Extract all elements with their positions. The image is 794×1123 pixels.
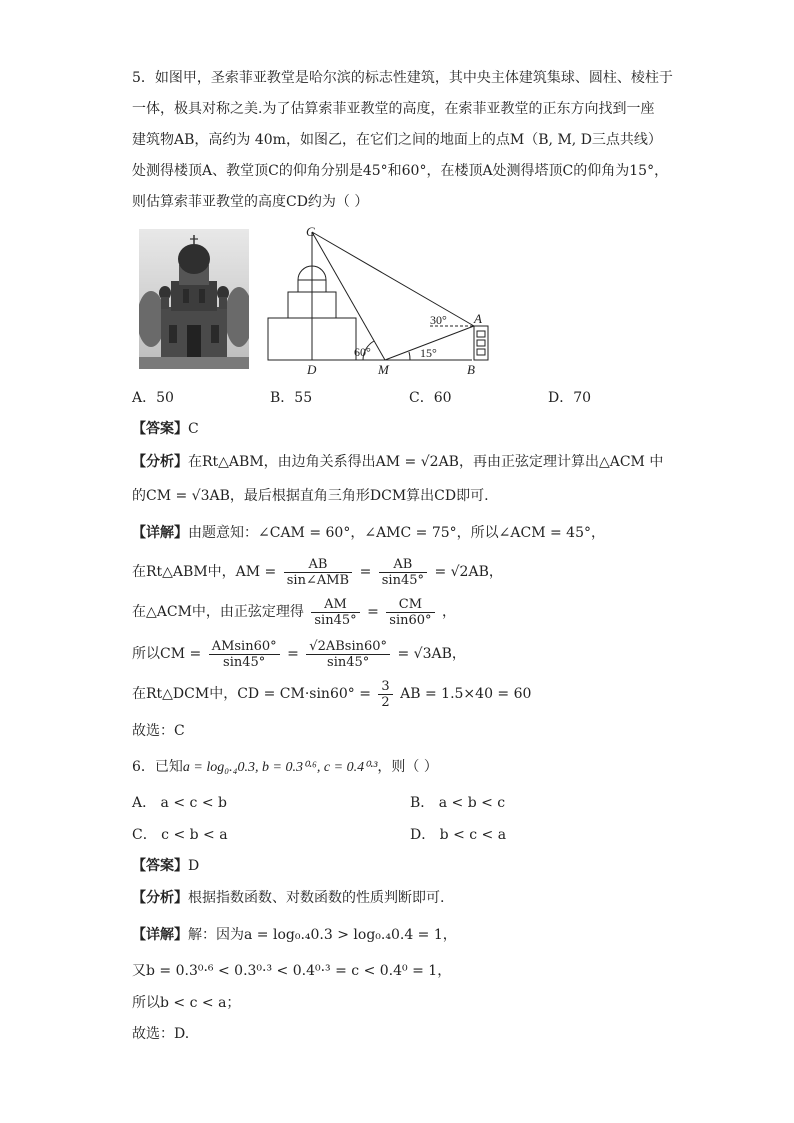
- q6-option-a: A． a < c < b: [132, 795, 227, 811]
- fraction-4: $\frac{CM}{\sin 60^\circ}$: [386, 597, 434, 628]
- fraction-5: $\frac{AMsin60^\circ}{\sin 45^\circ}$: [209, 639, 280, 670]
- fraction-1: $\frac{AB}{\text{sin∠AMB}}$: [284, 557, 352, 588]
- analysis-text: 在Rt△ABM，由边角关系得出AM = √2AB，再由正弦定理计算出△ACM 中: [188, 454, 664, 470]
- cathedral-photo: [139, 229, 249, 369]
- q5-stem-line-2: 一体，极具对称之美.为了估算索菲亚教堂的高度，在索菲亚教堂的正东方向找到一座: [132, 101, 655, 117]
- fraction-2: $\frac{AB}{\sin 45^\circ}$: [379, 557, 427, 588]
- fraction-3: $\frac{AM}{\sin 45^\circ}$: [311, 597, 359, 628]
- q6-stem: [132, 757, 438, 778]
- detail-l2-pre: 在Rt△ABM中，AM =: [132, 564, 277, 580]
- detail-l4-post: = √3AB，: [397, 646, 466, 662]
- q5-option-c: C．60: [409, 390, 452, 406]
- detail-l2-post: = √2AB，: [434, 564, 503, 580]
- label-D: D: [307, 362, 317, 377]
- angle-15: 15°: [420, 346, 437, 360]
- q6-analysis: [132, 888, 444, 908]
- q5-analysis-line-2: 的CM = √3AB，最后根据直角三角形DCM算出CD即可.: [132, 488, 489, 504]
- detail-l4-pre: 所以CM =: [132, 646, 202, 662]
- answer-value: C: [188, 421, 199, 437]
- q6-option-c: C． c < b < a: [132, 827, 228, 843]
- fraction-6: $\frac{√2ABsin60^\circ}{\sin 45^\circ}$: [306, 639, 390, 670]
- q5-detail-line-5: [132, 678, 531, 710]
- equals: =: [359, 564, 372, 580]
- answer-tag: 【答案】: [132, 858, 188, 874]
- detail-text: 由题意知：∠CAM = 60°，∠AMC = 75°，所以∠ACM = 45°，: [188, 525, 605, 541]
- angle-60: 60°: [354, 345, 371, 359]
- angle-30: 30°: [430, 313, 447, 327]
- q6-answer: [132, 856, 199, 876]
- equals: =: [287, 646, 299, 662]
- detail-tag: 【详解】: [132, 525, 188, 541]
- detail-l5-pre: 在Rt△DCM中，CD = CM·sin60° =: [132, 686, 371, 702]
- equals: =: [367, 604, 379, 620]
- detail-l3-post: ，: [441, 604, 456, 620]
- q5-conclusion: 故选：C: [132, 723, 185, 739]
- label-B: B: [467, 362, 475, 377]
- q5-detail-line-1: [132, 523, 605, 543]
- q5-stem-line-5: 则估算索菲亚教堂的高度CD约为（ ）: [132, 194, 369, 210]
- q5-option-a: A．50: [132, 390, 174, 406]
- q5-detail-line-4: [132, 638, 466, 670]
- analysis-tag: 【分析】: [132, 890, 188, 906]
- q5-option-d: D．70: [548, 390, 592, 406]
- label-A: A: [474, 311, 482, 326]
- label-C: C: [306, 224, 315, 239]
- q5-stem-line-3: 建筑物AB，高约为 40m，如图乙，在它们之间的地面上的点M（B, M, D三点共线）: [132, 132, 662, 148]
- fraction-7: $\frac{3}{2}$: [378, 679, 392, 710]
- q5-analysis-line-1: [132, 452, 663, 472]
- q6-option-d: D． b < c < a: [410, 827, 507, 843]
- q6-conclusion: 故选：D.: [132, 1026, 190, 1042]
- q6-stem-pre: 6．已知: [132, 759, 183, 775]
- analysis-tag: 【分析】: [132, 454, 188, 470]
- q6-detail-line-3: 所以b < c < a；: [132, 995, 241, 1011]
- q5-detail-line-3: [132, 596, 456, 628]
- q6-stem-formula: a = log₀.₄0.3, b = 0.3⁰·⁶, c = 0.4⁰·³: [182, 760, 378, 775]
- detail-tag: 【详解】: [132, 927, 188, 943]
- answer-tag: 【答案】: [132, 421, 188, 437]
- q6-detail-line-1: [132, 925, 457, 945]
- analysis-text: 根据指数函数、对数函数的性质判断即可.: [188, 890, 445, 906]
- q6-option-b: B． a < b < c: [410, 795, 506, 811]
- q5-stem-line-1: 5．如图甲，圣索菲亚教堂是哈尔滨的标志性建筑，其中央主体建筑集球、圆柱、棱柱于: [132, 70, 673, 86]
- answer-value: D: [188, 858, 200, 874]
- q6-detail-line-2: 又b = 0.3⁰·⁶ < 0.3⁰·³ < 0.4⁰·³ = c < 0.4⁰ = 1，: [132, 963, 452, 979]
- q5-option-b: B．55: [270, 390, 313, 406]
- geometry-diagram: [262, 222, 502, 378]
- q5-stem-line-4: 处测得楼顶A、教堂顶C的仰角分别是45°和60°，在楼顶A处测得塔顶C的仰角为15°，: [132, 163, 669, 179]
- detail-text: 解：因为a = log₀.₄0.3 > log₀.₄0.4 = 1，: [188, 927, 457, 943]
- label-M: M: [378, 362, 389, 377]
- q5-detail-line-2: [132, 556, 503, 588]
- q6-stem-post: ，则（ ）: [377, 759, 438, 775]
- detail-l3-pre: 在△ACM中，由正弦定理得: [132, 604, 304, 620]
- q5-answer: [132, 419, 199, 439]
- detail-l5-post: AB = 1.5×40 = 60: [400, 686, 532, 702]
